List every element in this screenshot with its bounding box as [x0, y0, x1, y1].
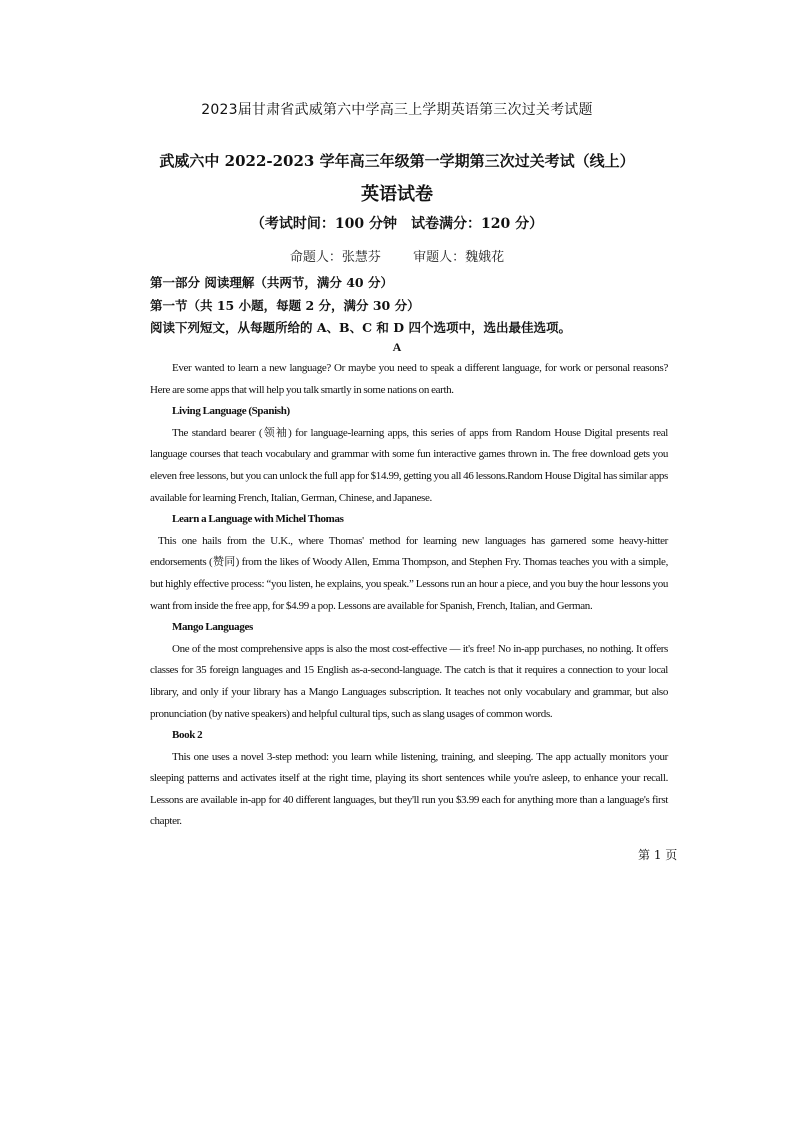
app-heading: Book 2 [172, 729, 203, 742]
subject-title: 英语试卷 [361, 184, 433, 205]
exam-info: （考试时间：100 分钟 试卷满分：120 分） [250, 216, 544, 232]
instruction: 阅读下列短文，从每题所给的 A、B、C 和 D 四个选项中，选出最佳选项。 [150, 320, 571, 335]
page-number: 第 1 页 [638, 848, 678, 862]
app-description: This one hails from the U.K., where Thomas' method for learning new languages has garnered some heavy-hitter endorsements (赞同) from the likes of Woody Allen, Emma Thompson, and Stephen Fry. Thomas teaches you with a simple, but highly effective process: “you listen, he explains, you speak.” Lessons run an hour a piece, and you buy the hour lessons you want from inside the free app, for $4.99 a pop. Lessons are available for Spanish, French, Italian, and German. [150, 534, 668, 612]
app-heading: Learn a Language with Michel Thomas [172, 513, 344, 526]
author: 命题人：张慧芬 [289, 250, 381, 265]
section-one-heading: 第一节（共 15 小题，每题 2 分，满分 30 分） [150, 298, 420, 313]
passage-body [150, 358, 668, 833]
part-one-heading: 第一部分 阅读理解（共两节，满分 40 分） [150, 275, 393, 290]
reviewer: 审题人：魏娥花 [413, 250, 505, 265]
authors-line [0, 246, 794, 265]
app-description: This one uses a novel 3-step method: you learn while listening, training, and sleeping. The app actually monitors your sleeping patterns and activates itself at the right time, playing its short sentences while you're asleep, to enhance your recall. Lessons are available in-app for 40 different languages, but they'll run you $3.99 each for anything more than a language's first chapter. [150, 750, 668, 828]
app-heading: Mango Languages [172, 621, 253, 634]
app-description: The standard bearer (领袖) for language-learning apps, this series of apps from Random House Digital presents real language courses that teach vocabulary and grammar with some fun interactive games thrown in. The free download gets you eleven free lessons, but you can unlock the full app for $14.99, getting you all 46 lessons.Random House Digital has similar apps available for learning French, Italian, German, Chinese, and Japanese. [150, 426, 668, 504]
app-description: One of the most comprehensive apps is also the most cost-effective — it's free! No in-app purchases, no nothing. It offers classes for 35 foreign languages and 15 English as-a-second-language. The catch is that it requires a connection to your local library, and only if your library has a Mango Languages subscription. It teaches not only vocabulary and grammar, but also pronunciation (by native speakers) and helpful cultural tips, such as slang usages of common words. [150, 642, 668, 720]
document-title: 2023届甘肃省武威第六中学高三上学期英语第三次过关考试题 [201, 102, 593, 118]
exam-title: 武威六中 2022-2023 学年高三年级第一学期第三次过关考试（线上） [159, 152, 635, 170]
passage-label: A [392, 340, 402, 354]
intro-paragraph: Ever wanted to learn a new language? Or maybe you need to speak a different language, for work or personal reasons? Here are some apps that will help you talk smartly in some nations on earth. [150, 362, 668, 396]
app-heading: Living Language (Spanish) [172, 405, 290, 418]
